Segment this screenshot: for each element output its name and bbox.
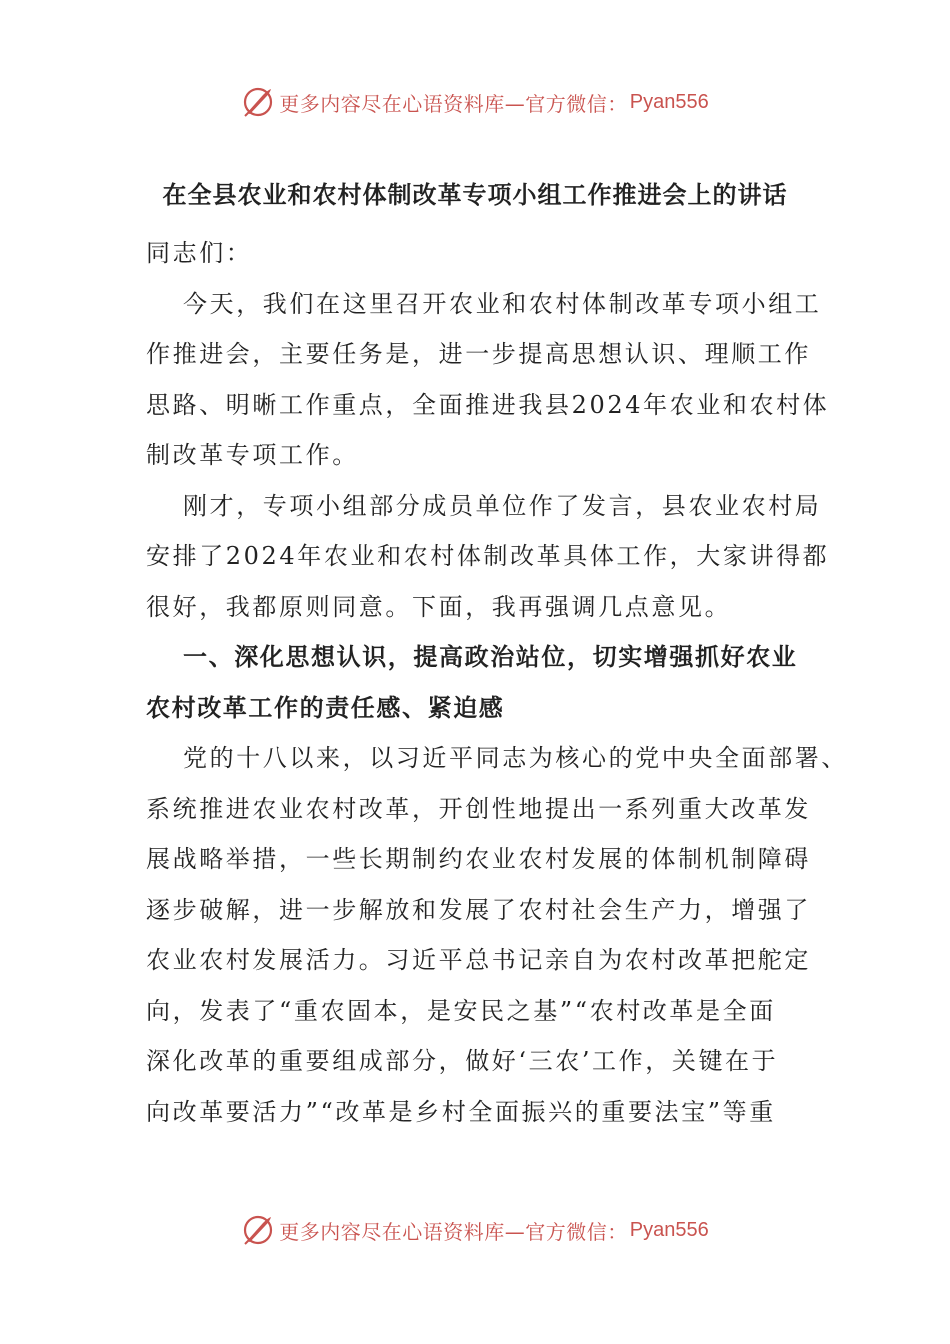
text-line: 逐步破解，进一步解放和发展了农村社会生产力，增强了 xyxy=(146,895,811,924)
watermark-text: 更多内容尽在心语资料库—官方微信： xyxy=(279,1219,628,1244)
text-line: 深化改革的重要组成部分，做好‘三农’工作，关键在于 xyxy=(146,1047,779,1075)
footer-watermark xyxy=(0,1210,950,1250)
salutation: 同志们： xyxy=(146,239,253,267)
document-body xyxy=(146,228,848,1137)
watermark-text: 更多内容尽在心语资料库—官方微信： xyxy=(279,91,628,116)
quill-pen-logo-icon xyxy=(241,85,275,119)
section-heading-1 xyxy=(146,632,836,733)
paragraph-2 xyxy=(146,481,836,633)
paragraph-3 xyxy=(146,733,848,1137)
text-line: 制改革专项工作。 xyxy=(146,441,359,469)
paragraph-1 xyxy=(146,279,836,481)
text-line: 农业农村发展活力。习近平总书记亲自为农村改革把舵定 xyxy=(146,946,811,974)
text-line: 党的十八以来，以习近平同志为核心的党中央全面部署、 xyxy=(183,744,848,772)
wechat-id: Pyan556 xyxy=(629,90,709,113)
text-line: 安排了2024年农业和农村体制改革具体工作，大家讲得都 xyxy=(146,542,830,570)
text-line: 刚才，专项小组部分成员单位作了发言，县农业农村局 xyxy=(183,491,822,520)
text-line: 展战略举措，一些长期制约农业农村发展的体制机制障碍 xyxy=(146,845,811,873)
text-line: 思路、明晰工作重点，全面推进我县2024年农业和农村体 xyxy=(146,390,830,419)
header-watermark xyxy=(0,82,950,122)
quill-pen-logo-icon xyxy=(241,1213,275,1247)
text-line: 向，发表了“重农固本，是安民之基”“农村改革是全面 xyxy=(146,996,776,1025)
text-line: 今天，我们在这里召开农业和农村体制改革专项小组工 xyxy=(183,289,822,318)
heading-line: 一、深化思想认识，提高政治站位，切实增强抓好农业 xyxy=(183,643,798,671)
wechat-id: Pyan556 xyxy=(629,1218,709,1241)
heading-line: 农村改革工作的责任感、紧迫感 xyxy=(146,693,505,722)
document-title: 在全县农业和农村体制改革专项小组工作推进会上的讲话 xyxy=(162,181,788,209)
text-line: 作推进会，主要任务是，进一步提高思想认识、理顺工作 xyxy=(146,340,811,368)
text-line: 向改革要活力”“改革是乡村全面振兴的重要法宝”等重 xyxy=(146,1097,776,1126)
text-line: 系统推进农业农村改革，开创性地提出一系列重大改革发 xyxy=(146,794,811,823)
text-line: 很好，我都原则同意。下面，我再强调几点意见。 xyxy=(146,592,732,621)
